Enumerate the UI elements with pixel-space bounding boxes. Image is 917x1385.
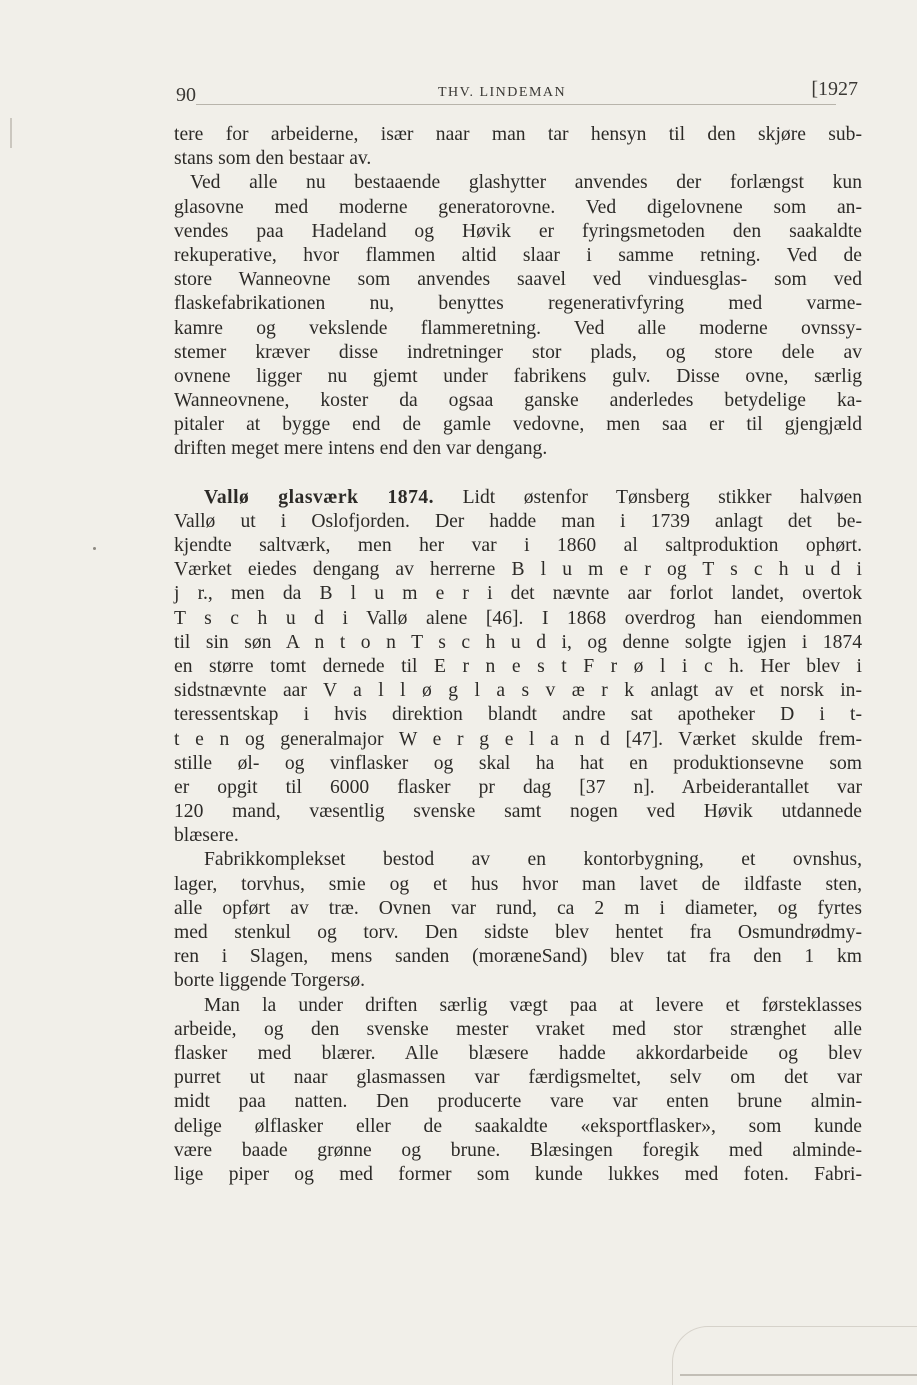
text-line: purret ut naar glasmassen var færdigsmeltet, selv om det var	[174, 1067, 862, 1089]
text-line: tere for arbeiderne, især naar man tar hensyn til den skjøre sub-	[174, 124, 862, 145]
text-line: pitaler at bygge end de gamle vedovne, men saa er til gjengjæld	[174, 414, 862, 436]
text-line: glasovne med moderne generatorovne. Ved digelovnene som an-	[174, 196, 862, 218]
section-gap	[174, 462, 862, 486]
text-line: Wanneovnene, koster da ogsaa ganske anderledes betydelige ka-	[174, 390, 862, 412]
text-line: Vallø ut i Oslofjorden. Der hadde man i 1739 anlagt det be-	[174, 510, 862, 532]
text-line: Fabrikkomplekset bestod av en kontorbygning, et ovnshus,	[204, 849, 862, 871]
paragraph-5	[174, 994, 862, 1188]
text-line: Man la under driften særlig vægt paa at levere et førsteklasses	[204, 994, 862, 1016]
page-number: 90	[176, 84, 196, 106]
section-heading: Vallø glasværk 1874.	[204, 486, 435, 508]
text-line: 120 mand, væsentlig svenske samt nogen ved Høvik utdannede	[174, 801, 862, 823]
text-line: sidstnævnte aar V a l l ø g l a s v æ r k anlagt av et norsk in-	[174, 680, 862, 702]
text-line: kamre og vekslende flammeretning. Ved alle moderne ovnssy-	[174, 317, 862, 339]
text-line: alle opført av træ. Ovnen var rund, ca 2 m i diameter, og fyrtes	[174, 897, 862, 919]
text-line: kjendte saltværk, men her var i 1860 al saltproduktion ophørt.	[174, 535, 862, 556]
header-year: [1927	[811, 78, 858, 100]
text-line: borte liggende Torgersø.	[174, 970, 366, 992]
text-line: t e n og generalmajor W e r g e l a n d [47]. Værket skulde frem-	[174, 728, 862, 750]
paragraph-3	[174, 486, 862, 849]
text-line: til sin søn A n t o n T s c h u d i, og denne solgte igjen i 1874	[174, 631, 862, 653]
text-line: en større tomt dernede til E r n e s t F r ø l i c h. Her blev i	[174, 655, 862, 677]
text-line: med stenkul og torv. Den sidste blev hentet fra Osmundrødmy-	[174, 922, 862, 943]
text-line: store Wanneovne som anvendes saavel ved vinduesglas- som ved	[174, 269, 862, 291]
text-line: Værket eiedes dengang av herrerne B l u m e r og T s c h u d i	[174, 559, 862, 581]
text-line: ren i Slagen, mens sanden (moræneSand) blev tat fra den 1 km	[174, 946, 862, 968]
text-line-continuation: Lidt østenfor Tønsberg stikker halvøen	[462, 486, 862, 508]
text-line	[174, 486, 862, 510]
text-line: er opgit til 6000 flasker pr dag [37 n]. Arbeiderantallet var	[174, 776, 862, 798]
text-line: delige ølflasker eller de saakaldte «eksportflasker», som kunde	[174, 1115, 862, 1137]
text-line: midt paa natten. Den producerte vare var enten brune almin-	[174, 1091, 862, 1113]
text-line: stille øl- og vinflasker og skal ha hat en produktionsevne som	[174, 752, 862, 774]
text-line: rekuperative, hvor flammen altid slaar i samme retning. Ved de	[174, 244, 862, 266]
page-header	[174, 76, 858, 106]
text-line: lige piper og med former som kunde lukkes med foten. Fabri-	[174, 1163, 862, 1185]
text-line: vendes paa Hadeland og Høvik er fyringsmetoden den saakaldte	[174, 220, 862, 242]
text-line: stans som den bestaar av.	[174, 148, 372, 170]
header-rule	[196, 104, 836, 105]
text-line: stemer kræver disse indretninger stor plads, og store dele av	[174, 341, 862, 363]
paragraph-2	[174, 171, 862, 461]
text-line: Ved alle nu bestaaende glashytter anvendes der forlængst kun	[190, 172, 862, 194]
body-text	[174, 123, 862, 1187]
scan-edge-mark	[10, 118, 12, 148]
text-line: ovnene ligger nu gjemt under fabrikens gulv. Disse ovne, særlig	[174, 365, 862, 387]
page-corner-curl	[672, 1326, 917, 1385]
text-line: j r., men da B l u m e r i det nævnte aar forlot landet, overtok	[174, 583, 862, 605]
text-line: driften meget mere intens end den var dengang.	[174, 438, 548, 460]
running-head: THV. LINDEMAN	[438, 85, 567, 100]
text-line: flaskefabrikationen nu, benyttes regenerativfyring med varme-	[174, 293, 862, 315]
page-corner-shadow	[680, 1374, 917, 1376]
text-line: være baade grønne og brune. Blæsingen foregik med alminde-	[174, 1139, 862, 1161]
text-line: blæsere.	[174, 825, 239, 847]
paragraph-1	[174, 123, 862, 171]
text-line: teressentskap i hvis direktion blandt andre sat apotheker D i t-	[174, 704, 862, 726]
paragraph-4	[174, 848, 862, 993]
text-line: lager, torvhus, smie og et hus hvor man lavet de ildfaste sten,	[174, 873, 862, 895]
scan-speck	[93, 547, 96, 550]
text-line: flasker med blærer. Alle blæsere hadde akkordarbeide og blev	[174, 1042, 862, 1064]
text-line: arbeide, og den svenske mester vraket med stor strænghet alle	[174, 1018, 862, 1040]
text-line: T s c h u d i Vallø alene [46]. I 1868 overdrog han eiendommen	[174, 607, 862, 629]
